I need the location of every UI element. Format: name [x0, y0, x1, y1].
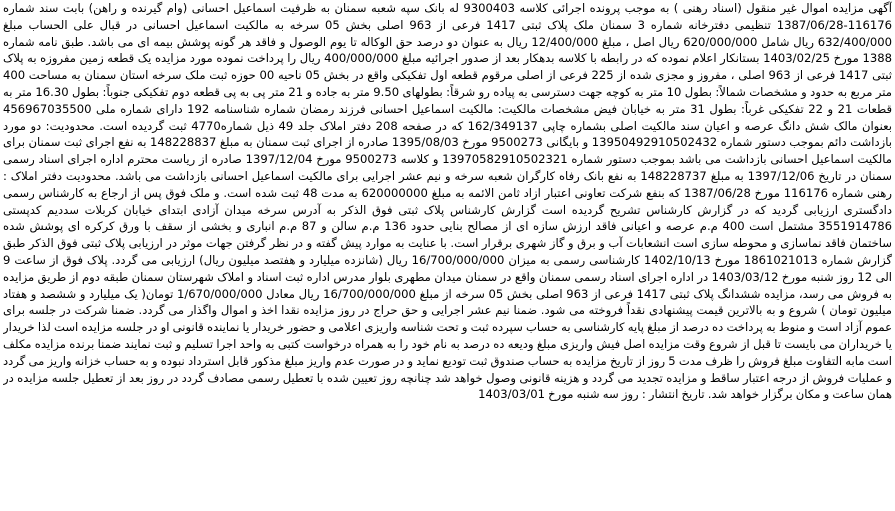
notice-body-text: آگهی مزایده اموال غیر منقول (اسناد رهنی ) به موجب پرونده اجرائی کلاسه 9300403 له بانک سپه شعبه سمنان به ظرفیت اسماعیل احسانی (وام گیرنده و راهن) بابت سند شماره 116176-1387/06/28 تنظیمی دفترخانه شماره 3 سمنان ملک پلاک ثبتی 1417 فرعی از 963 اصلی بخش 05 سرخه به مالکیت اسماعیل احسانی در قبال علی الحساب مبلغ 632/400/000 ریال شامل 620/000/000 ریال اصل ، مبلغ 12/400/000 ریال به عنوان دو درصد حق الوکاله تا یوم الوصول و فاقد هر گونه پوشش بیمه ای می باشد. طبق نامه شماره 1388 مورخ 1403/02/25 بستانکار اعلام نموده که در رابطه با کلاسه بدهکار بعد از صدور اجرائیه مبلغ 400/000/000 ریال را پرداخت نموده مورد مزایده یک قطعه زمین مفروزه به پلاک ثبتی 1417 فرعی از 963 اصلی ، مفروز و مجزی شده از 225 فرعی از اصلی مرقوم قطعه اول تفکیکی واقع در بخش 05 ناحیه 00 حوزه ثبت ملک سرخه استان سمنان به مساحت 400 متر مربع به حدود و مشخصات شمالاً: بطول 10 متر به کوچه جهت دسترسی به پیاده رو شرقاً: بطولهای 9.50 متر به جاده و 21 متر پی به پی قطعه دوم تفکیکی جنوباً: بطول 16.30 متر به قطعات 21 و 22 تفکیکی غرباً: بطول 31 متر به خیابان فیض مشخصات مالکیت: مالکیت اسماعیل احسانی فرزند رمضان شماره شناسنامه 192 دارای شماره ملی 456967035500 بعنوان مالک شش دانگ عرصه و اعیان سند مالکیت اصلی بشماره چاپی 162/349137 که در صفحه 208 دفتر املاک جلد 49 ذیل شماره4770 ثبت گردیده است. محدودیت: دو مورد بازداشت دائم بموجب دستور شماره 13950492910502432 و بایگانی 9500273 مورخ 1395/08/03 صادره از اجرای ثبت سمنان به مبلغ 148228837 به نفع اجرای ثبت سمنان برای مالکیت اسماعیل احسانی بازداشت می باشد بموجب دستور شماره 13970582910502321 و کلاسه 9500273 مورخ 1397/12/04 صادره از ریاست محترم اداره اجرای اسناد رسمی سمنان در تاریخ 1397/12/06 به مبلغ 148228737 به نفع بانک رفاه کارگران شعبه سرخه و نیم عشر اجرایی برای مالکیت اسماعیل احسانی بازداشت می باشد. محدودیت دفتر املاک : رهنی شماره 116176 مورخ 1387/06/28 که بنفع شرکت تعاونی اعتبار ازاد ثامن الائمه به مبلغ 620000000 به مدت 48 ثبت شده است. و ملک فوق پس از ارجاع به کارشناس رسمی دادگستری ارزیابی گردید که در گزارش کارشناس تشریح گردیده است گزارش کارشناس پلاک ثبتی فوق الذکر به آدرس سرخه میدان آزادی ابتدای خیابان کربلات سددیم کدپستی 3551914786 مشتمل است 400 م.م عرصه و اعیانی فاقد ارزش سازه ای از مصالح بنایی حدود 136 م.م سالن و 87 م.م انباری و بخشی از سقف با ورق کرکره ای پوشش شده ساختمان فاقد نماسازی و محوطه سازی است انشعابات آب و برق و گاز شهری برقرار است. با عنایت به موارد پیش گفته و در نظر گرفتن جهات موثر در ارزیابی پلاک ثبتی فوق الذکر طبق گزارش شماره 1861021013 مورخ 1402/10/13 کارشناسی رسمی به میزان 16/700/000/000 ریال (شانزده میلیارد و هفتصد میلیون ریال) ارزیابی می گردد. پلاک فوق از ساعت 9 الی 12 روز شنبه مورخ 1403/03/12 در اداره اجرای اسناد رسمی سمنان واقع در سمنان میدان مطهری بلوار مدرس اداره ثبت اسناد و املاک شهرستان سمنان طبقه دوم از طریق مزایده به فروش می رسد، مزایده ششدانگ پلاک ثبتی 1417 فرعی از 963 اصلی بخش 05 سرخه از مبلغ 16/700/000/000 ریال معادل 1/670/000/000 تومان( یک میلیارد و ششصد و هفتاد میلیون تومان ) شروع و به بالاترین قیمت پیشنهادی نقداً فروخته می شود. ضمنا نیم عشر اجرایی و حق حراج در روز مزایده نقدا اخذ و اموال واگذار می گردد. ضمنا شرکت در جلسه برای عموم آزاد است و منوط به پرداخت ده درصد از مبلغ پایه کارشناسی به حساب سپرده ثبت و تحت شناسه واریزی اعلامی و حضور خریدار یا نماینده قانونی او در جلسه مزایده است لذا خریدار یا خریداران می بایست تا قبل از شروع وقت مزایده اصل فیش واریزی مبلغ ودیعه ده درصد به نام خود را به همراه درخواست کتبی به واحد اجرا تسلیم و ثبت نمایند ضمنا برنده مزایده مکلف است مابه التفاوت مبلغ فروش را ظرف مدت 5 روز از تاریخ مزایده به حساب صندوق ثبت تودیع نماید و در صورت عدم واریز مبلغ مذکور قابل استرداد نبوده و به حساب خزانه واریز می گردد و عملیات فروش از درجه اعتبار ساقط و مزایده تجدید می گردد و هزینه قانونی وصول خواهد شد چنانچه روز تعیین شده با تعطیل رسمی مصادف گردد در روز بعد از تعطیل جلسه مزایده در همان ساعت و مکان برگزار خواهد شد. تاریخ انتشار : روز سه شنبه مورخ 1403/03/01 — [3, 1, 892, 402]
auction-notice — [3, 0, 892, 511]
